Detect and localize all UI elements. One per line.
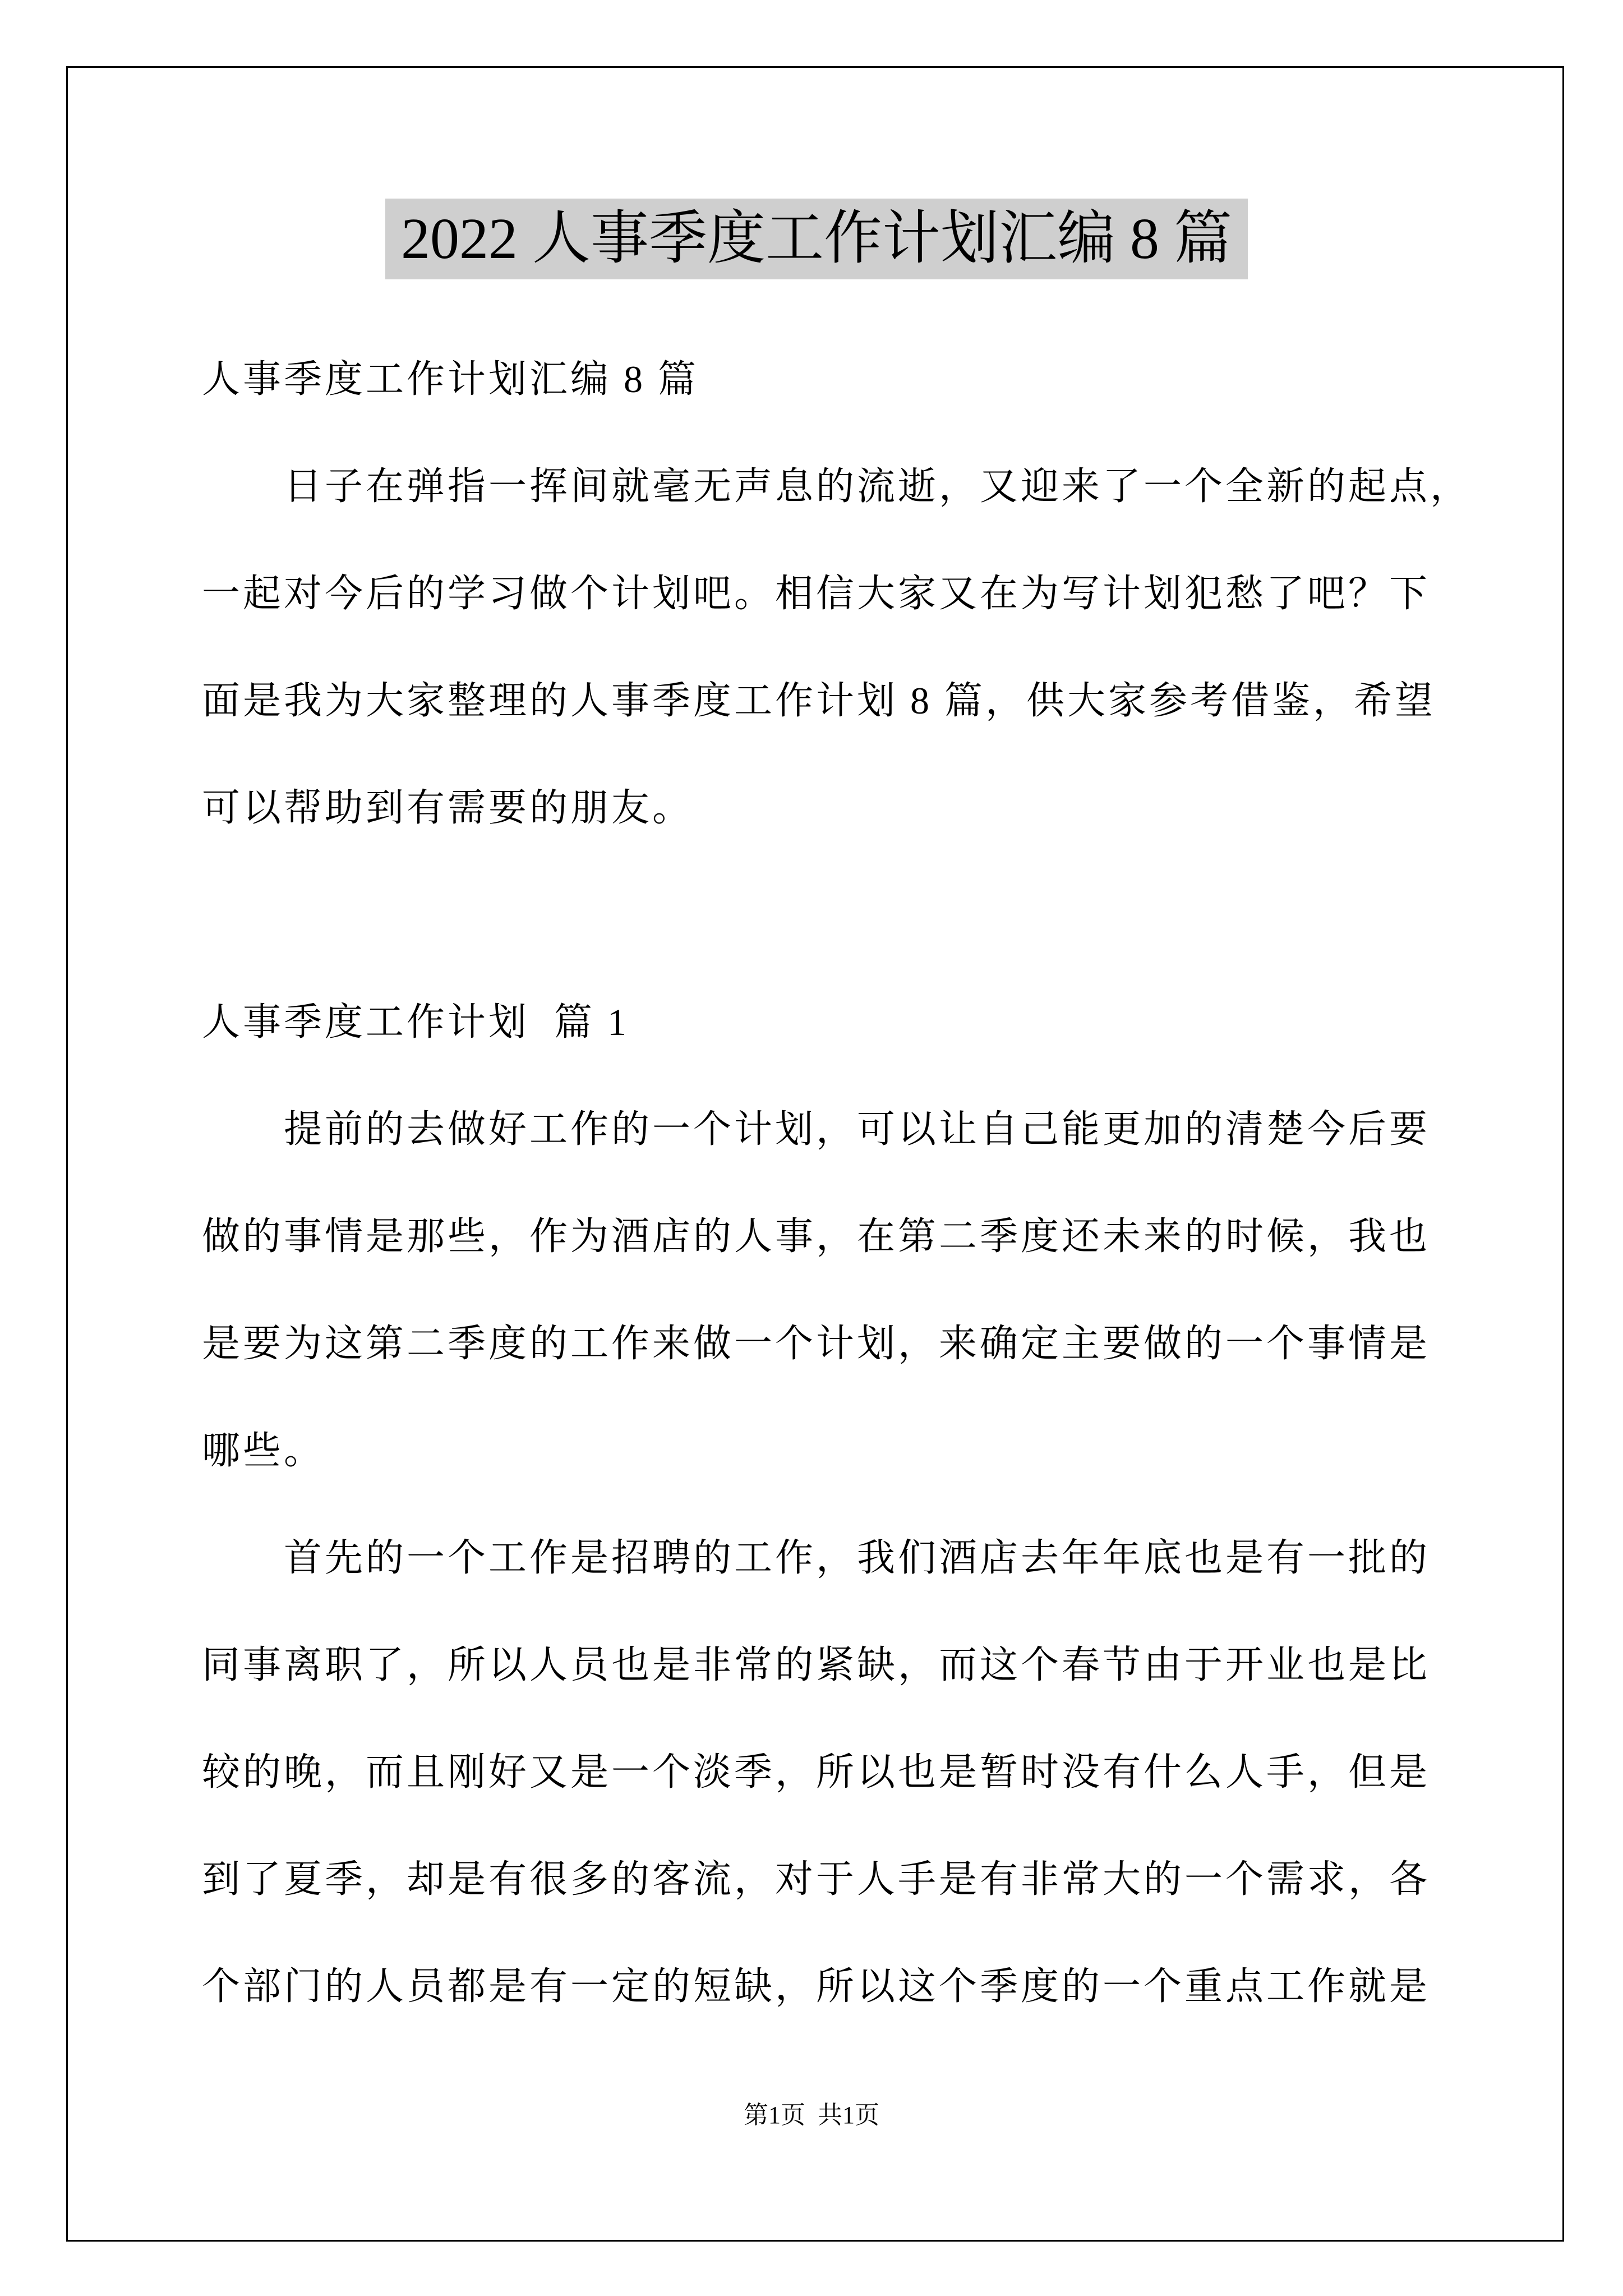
paragraph-line: 首先的一个工作是招聘的工作，我们酒店去年年底也是有一批的 <box>284 1536 1431 1579</box>
paragraph-line: 一起对今后的学习做个计划吧。相信大家又在为写计划犯愁了吧？下 <box>202 572 1431 615</box>
paragraph-line: 面是我为大家整理的人事季度工作计划 8 篇，供大家参考借鉴，希望 <box>202 679 1436 722</box>
paragraph-line: 较的晚，而且刚好又是一个淡季，所以也是暂时没有什么人手，但是 <box>202 1751 1431 1793</box>
paragraph-line: 到了夏季，却是有很多的客流，对于人手是有非常大的一个需求，各 <box>202 1858 1431 1901</box>
paragraph-line: 可以帮助到有需要的朋友。 <box>202 786 694 829</box>
page-footer-indicator: 第1页 共1页 <box>744 2101 879 2129</box>
paragraph-line: 日子在弹指一挥间就毫无声息的流逝，又迎来了一个全新的起点， <box>284 465 1472 508</box>
paragraph-line: 是要为这第二季度的工作来做一个计划，来确定主要做的一个事情是 <box>202 1322 1431 1365</box>
document-title: 2022 人事季度工作计划汇编 8 篇 <box>385 199 1248 279</box>
paragraph-line: 哪些。 <box>202 1429 325 1472</box>
section-1 <box>202 969 1537 2040</box>
document-body <box>202 326 1537 2040</box>
section-heading: 人事季度工作计划 篇 1 <box>202 1001 630 1043</box>
section-paragraph <box>202 1076 1537 1504</box>
paragraph-line: 提前的去做好工作的一个计划，可以让自己能更加的清楚今后要 <box>284 1108 1431 1151</box>
paragraph-line: 做的事情是那些，作为酒店的人事，在第二季度还未来的时候，我也 <box>202 1215 1431 1258</box>
paragraph-line: 个部门的人员都是有一定的短缺，所以这个季度的一个重点工作就是 <box>202 1965 1431 2008</box>
intro-paragraph <box>202 433 1537 862</box>
paragraph-line: 同事离职了，所以人员也是非常的紧缺，而这个春节由于开业也是比 <box>202 1644 1431 1686</box>
document-subtitle: 人事季度工作计划汇编 8 篇 <box>202 358 699 401</box>
section-paragraph <box>202 1504 1537 2040</box>
